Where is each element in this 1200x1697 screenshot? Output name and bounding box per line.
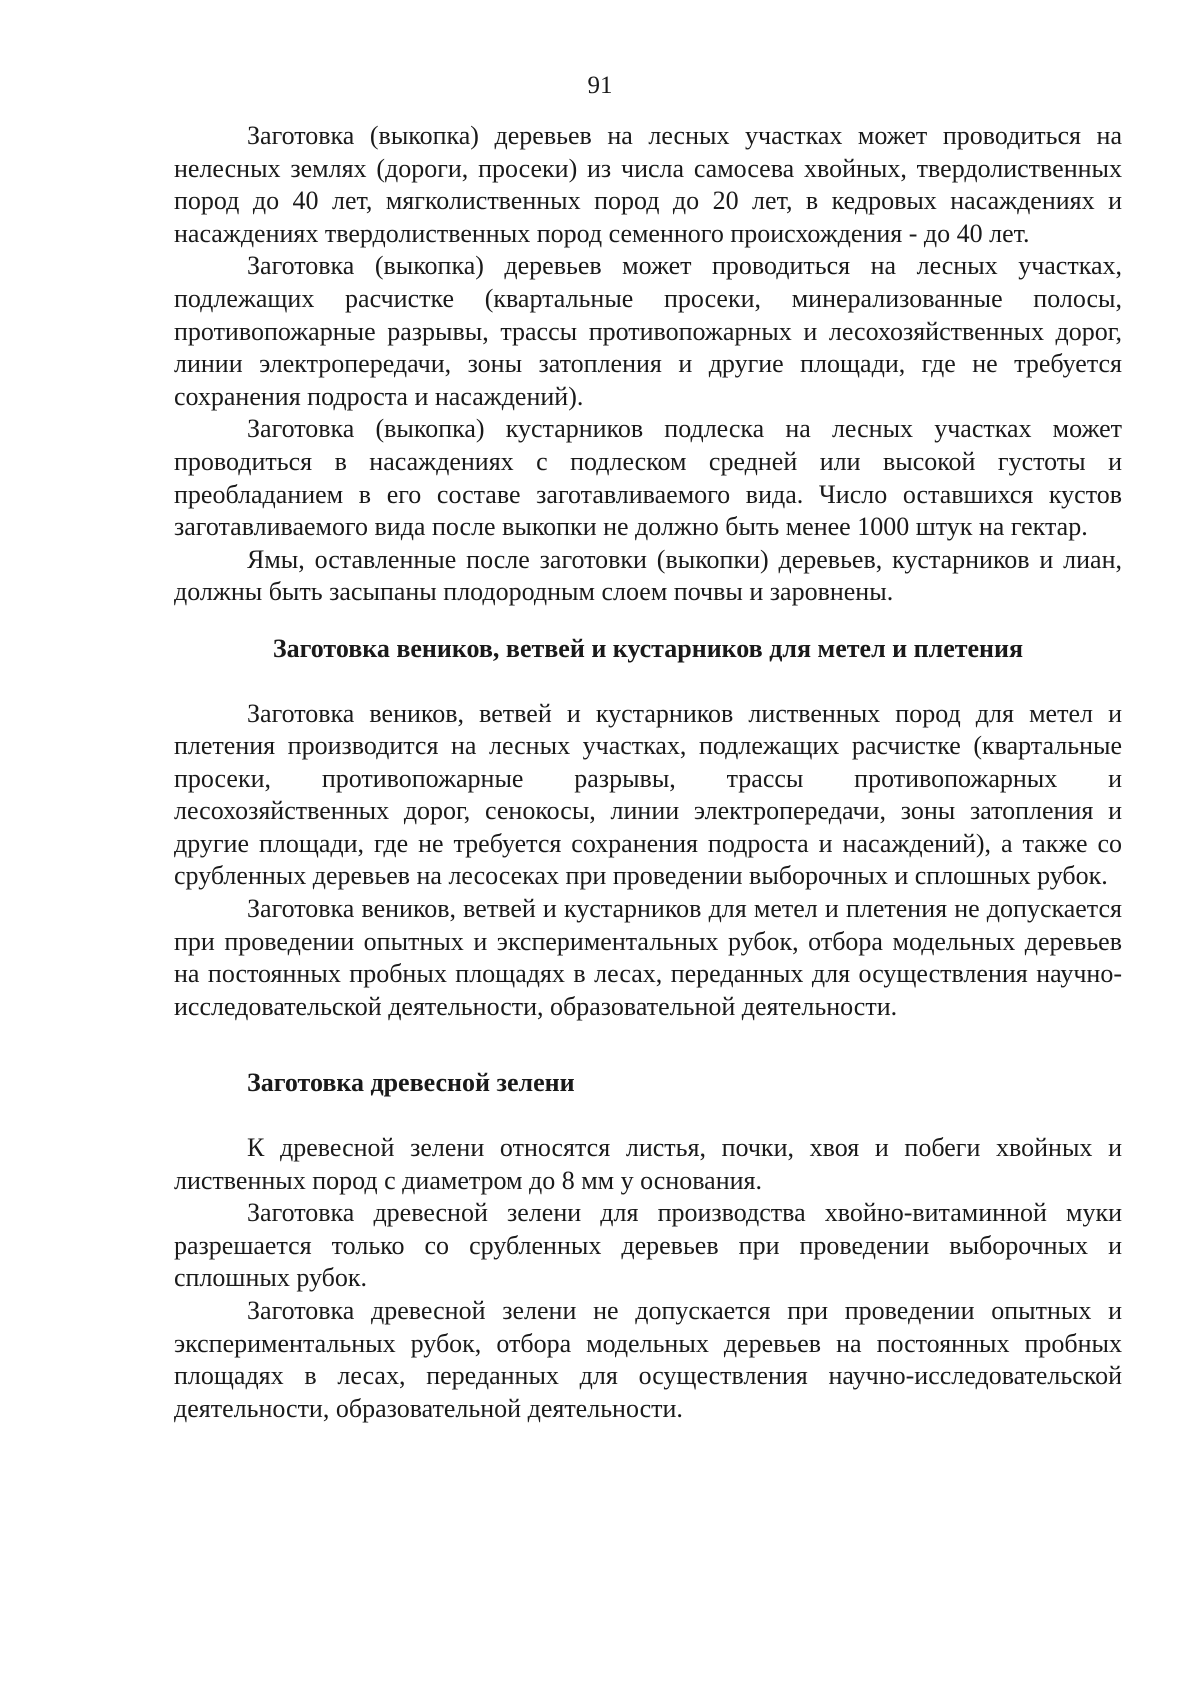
paragraph: Заготовка веников, ветвей и кустарников для метел и плетения не допускается при проведении опытных и экспериментальных рубок, отбора модельных деревьев на постоянных пробных площадях в лесах, переданных для осуществления научно-исследовательской деятельности, образовательной деятельности. [174, 894, 1122, 1021]
paragraph: Заготовка древесной зелени не допускается при проведении опытных и экспериментальных рубок, отбора модельных деревьев на постоянных пробных площадях в лесах, переданных для осуществления научно-исследовательской деятельности, образовательной деятельности. [174, 1296, 1122, 1423]
page-number: 91 [587, 72, 613, 99]
paragraph: Заготовка (выкопка) кустарников подлеска на лесных участках может проводиться в насаждениях с подлеском средней или высокой густоты и преобладанием в его составе заготавливаемого вида. Число оставшихся кустов заготавливаемого вида после выкопки не должно быть менее 1000 штук на гектар. [174, 414, 1122, 542]
page-content [174, 120, 1122, 1425]
section-heading: Заготовка веников, ветвей и кустарников для метел и плетения [272, 633, 1024, 663]
paragraph: К древесной зелени относятся листья, почки, хвоя и побеги хвойных и лиственных пород с диаметром до 8 мм у основания. [174, 1133, 1122, 1195]
section-tree-greenery [174, 1067, 1122, 1425]
paragraph: Ямы, оставленные после заготовки (выкопки) деревьев, кустарников и лиан, должны быть засыпаны плодородным слоем почвы и заровнены. [174, 544, 1122, 607]
paragraph: Заготовка (выкопка) деревьев на лесных участках может проводиться на нелесных землях (дороги, просеки) из числа самосева хвойных, твердолиственных пород до 40 лет, мягколиственных пород до 20 лет, в кедровых насаждениях и насаждениях твердолиственных пород семенного происхождения - до 40 лет. [174, 121, 1122, 248]
paragraph: Заготовка древесной зелени для производства хвойно-витаминной муки разрешается только со срубленных деревьев при проведении выборочных и сплошных рубок. [174, 1198, 1122, 1293]
section-brooms-branches [174, 633, 1122, 1024]
paragraph: Заготовка (выкопка) деревьев может проводиться на лесных участках, подлежащих расчистке (квартальные просеки, минерализованные полосы, противопожарные разрывы, трассы противопожарных и лесохозяйственных дорог, линии электропередачи, зоны затопления и другие площади, где не требуется сохранения подроста и насаждений). [174, 251, 1122, 411]
section-tree-digging [174, 120, 1122, 609]
section-heading: Заготовка древесной зелени [247, 1068, 575, 1098]
paragraph: Заготовка веников, ветвей и кустарников лиственных пород для метел и плетения производится на лесных участках, подлежащих расчистке (квартальные просеки, противопожарные разрывы, трассы противопожарных и лесохозяйственных дорог, сенокосы, линии электропередачи, зоны затопления и другие площади, где не требуется сохранения подроста и насаждений), а также со срубленных деревьев на лесосеках при проведении выборочных и сплошных рубок. [174, 698, 1122, 891]
